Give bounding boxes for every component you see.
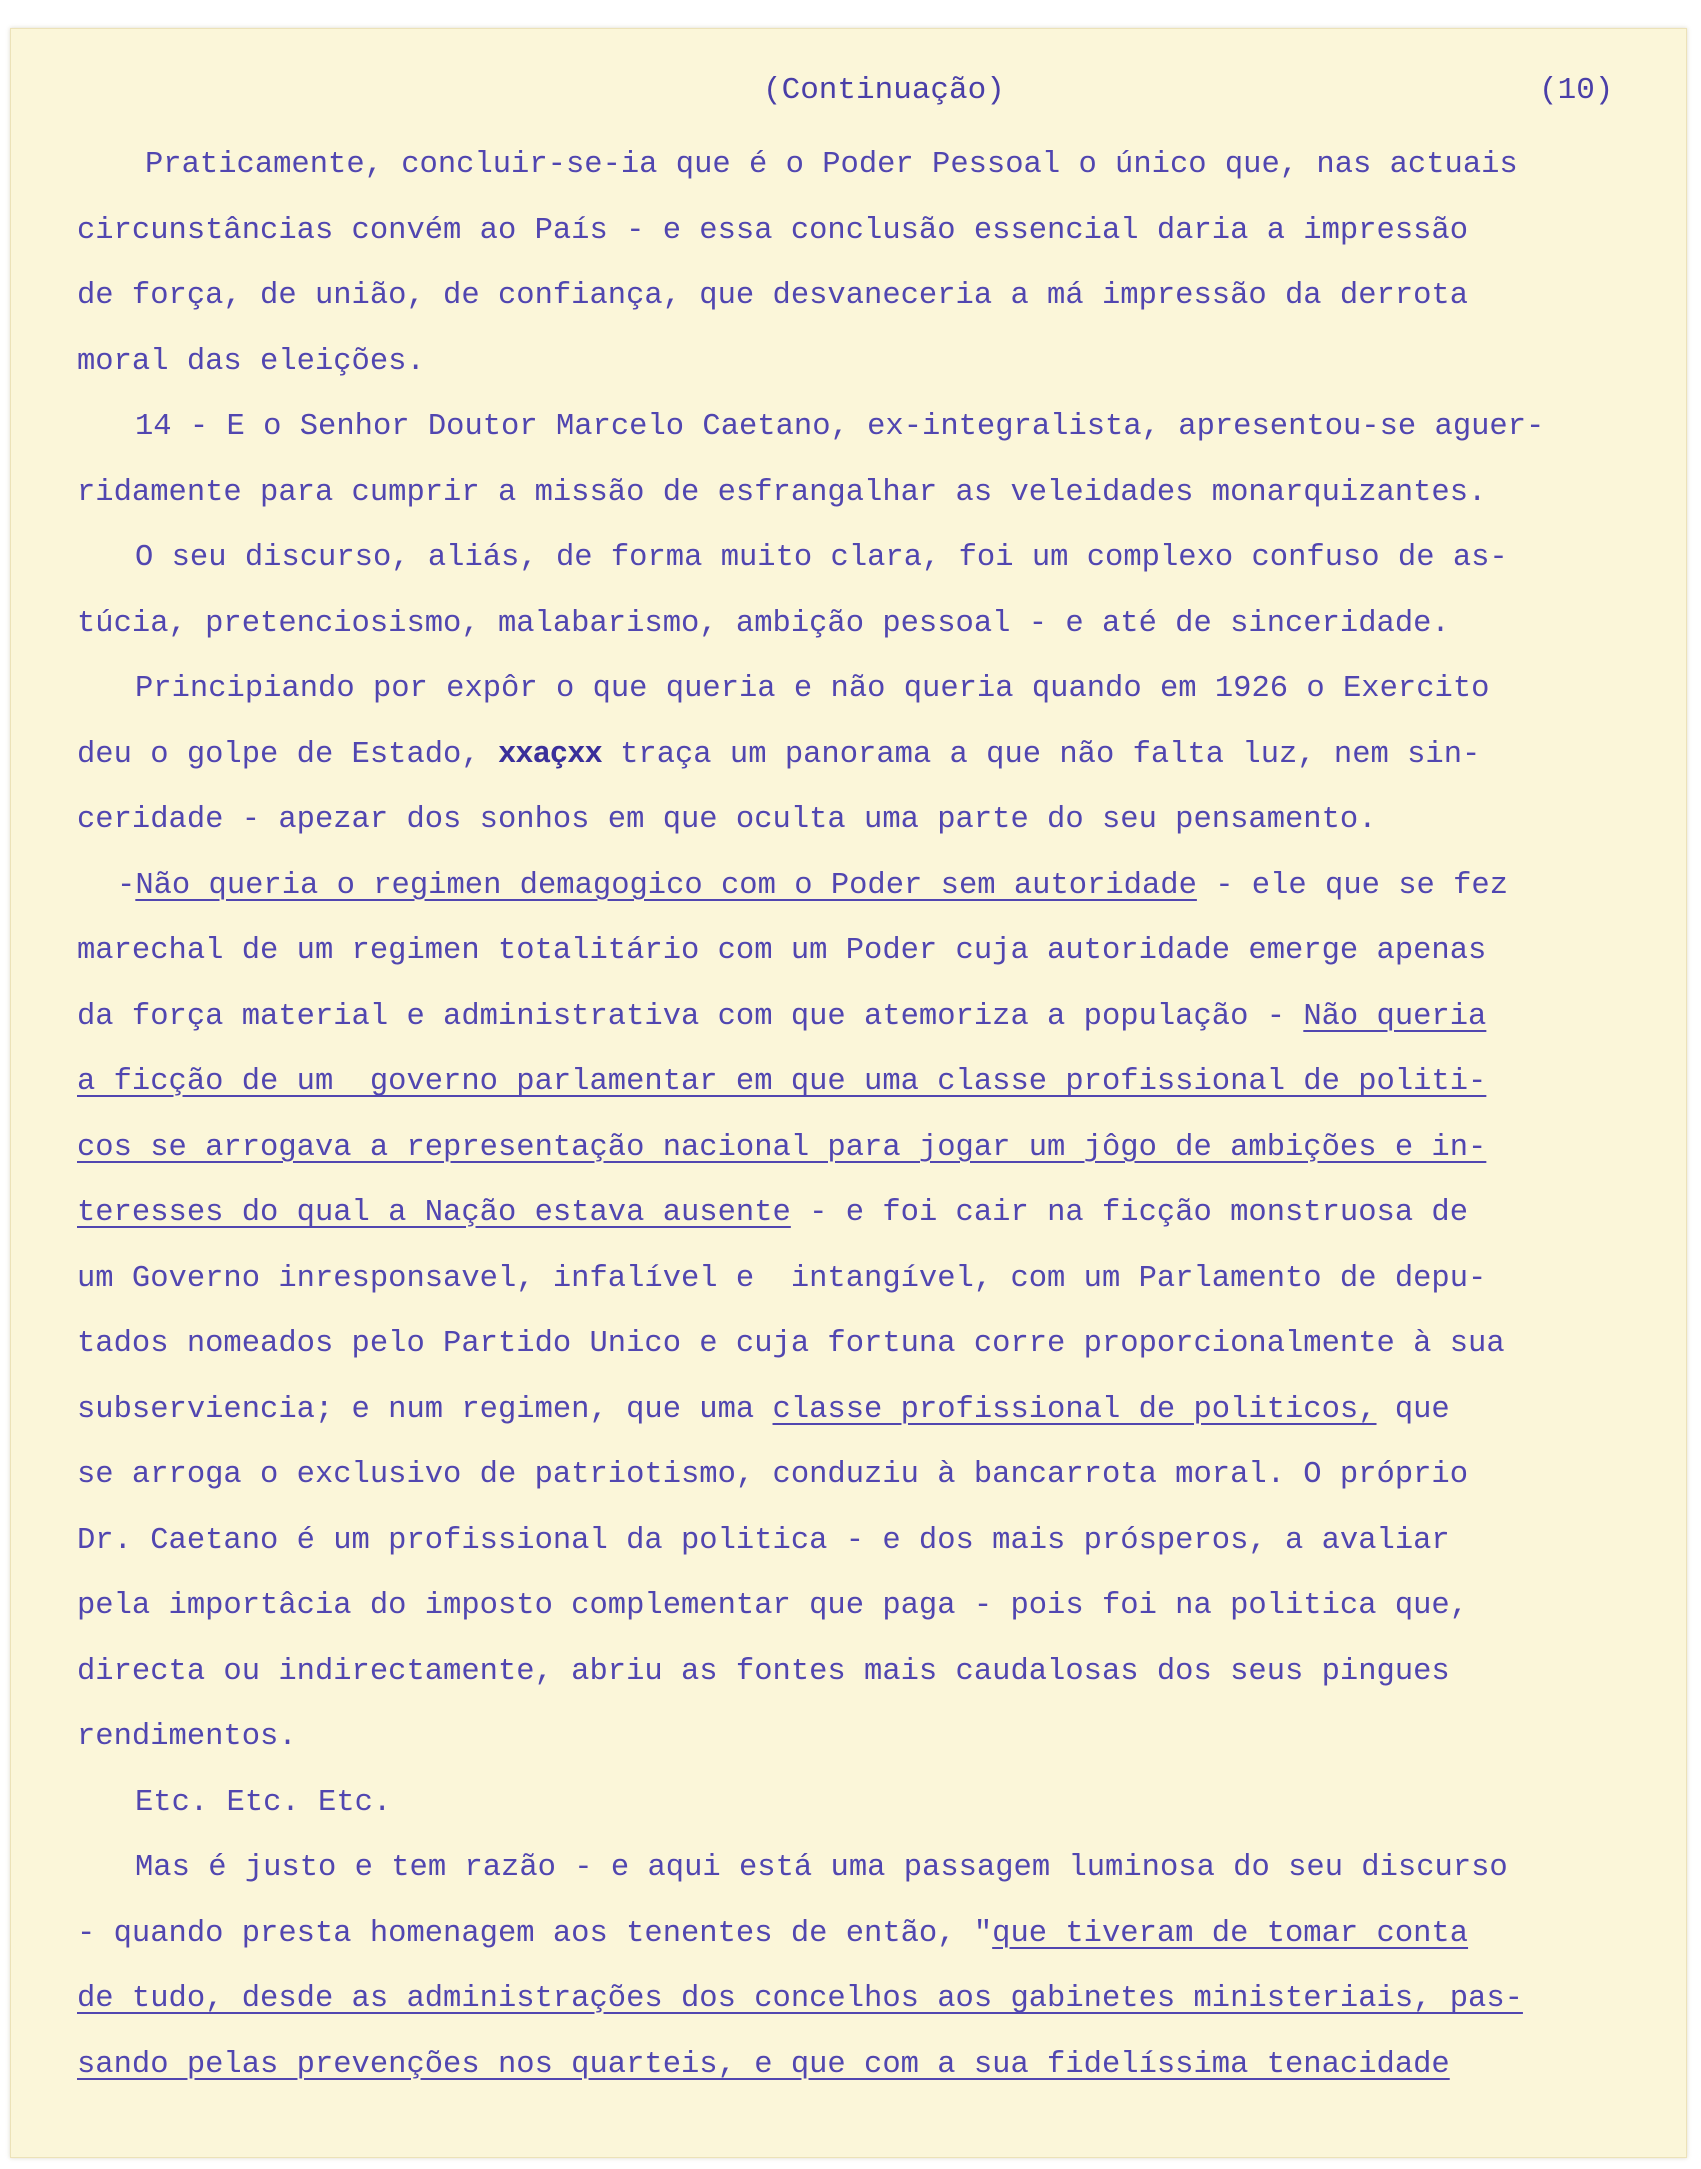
- underlined-text: Não queria o regimen demagogico com o Poder sem autoridade: [135, 868, 1197, 903]
- page-header: [11, 73, 1686, 123]
- text-line: [77, 2033, 1657, 2099]
- text-segment: um Governo inresponsavel, infalível e intangível, com um Parlamento de depu-: [77, 1261, 1487, 1296]
- text-segment: Praticamente, concluir-se-ia que é o Poder Pessoal o único que, nas actuais: [145, 148, 1518, 182]
- text-segment: Principiando por expôr o que queria e não queria quando em 1926 o Exercito: [135, 672, 1490, 706]
- text-line: [77, 461, 1657, 527]
- document-page: [10, 28, 1687, 2158]
- text-line: [77, 526, 1657, 592]
- text-line: [77, 723, 1657, 789]
- text-line: [77, 1378, 1657, 1444]
- text-segment: directa ou indirectamente, abriu as fontes mais caudalosas dos seus pingues: [77, 1654, 1450, 1689]
- page-number: (10): [1539, 73, 1614, 108]
- text-segment: Dr. Caetano é um profissional da politica - e dos mais prósperos, a avaliar: [77, 1523, 1450, 1558]
- text-segment: rendimentos.: [77, 1720, 297, 1754]
- text-line: [77, 199, 1657, 265]
- underlined-text: cos se arrogava a representação nacional para jogar um jôgo de ambições e in-: [77, 1130, 1487, 1165]
- text-segment: túcia, pretenciosismo, malabarismo, ambição pessoal - e até de sinceridade.: [77, 606, 1450, 641]
- text-segment: circunstâncias convém ao País - e essa conclusão essencial daria a impressão: [77, 213, 1469, 248]
- text-segment: que: [1376, 1392, 1450, 1427]
- text-segment: traça um panorama a que não falta luz, nem sin-: [601, 737, 1481, 772]
- underlined-text: classe profissional de politicos,: [772, 1392, 1377, 1427]
- text-line: [77, 1247, 1657, 1313]
- text-line: [77, 985, 1657, 1051]
- text-segment: - ele que se fez: [1196, 868, 1509, 903]
- text-line: [77, 1312, 1657, 1378]
- struck-text: xxaçxx: [497, 737, 602, 772]
- text-segment: O seu discurso, aliás, de forma muito clara, foi um complexo confuso de as-: [135, 541, 1508, 575]
- underlined-text: de tudo, desde as administrações dos concelhos aos gabinetes ministeriais, pas-: [77, 1982, 1523, 2016]
- text-line: [77, 854, 1657, 920]
- text-line: [77, 919, 1657, 985]
- header-title: (Continuação): [763, 73, 1005, 108]
- underlined-text: teresses do qual a Nação estava ausente: [77, 1196, 791, 1230]
- text-segment: ceridade - apezar dos sonhos em que oculta uma parte do seu pensamento.: [77, 803, 1377, 837]
- text-line: [77, 1116, 1657, 1182]
- text-line: [77, 592, 1657, 658]
- text-line: [77, 264, 1657, 330]
- text-line: [77, 1640, 1657, 1706]
- text-line: [77, 133, 1657, 199]
- text-line: [77, 1836, 1657, 1902]
- text-segment: 14 - E o Senhor Doutor Marcelo Caetano, ex-integralista, apresentou-se aguer-: [135, 410, 1545, 444]
- text-segment: da força material e administrativa com que atemoriza a população -: [77, 999, 1304, 1034]
- text-line: [77, 1443, 1657, 1509]
- underlined-text: a ficção de um governo parlamentar em que uma classe profissional de politi-: [77, 1065, 1487, 1099]
- text-segment: pela importâcia do imposto complementar que paga - pois foi na politica que,: [77, 1589, 1469, 1623]
- text-segment: ridamente para cumprir a missão de esfrangalhar as veleidades monarquizantes.: [77, 475, 1487, 510]
- text-segment: Etc. Etc. Etc.: [135, 1785, 392, 1820]
- text-segment: - e foi cair na ficção monstruosa de: [790, 1196, 1469, 1230]
- text-segment: -: [117, 868, 136, 903]
- text-line: [77, 330, 1657, 396]
- underlined-text: Não queria: [1303, 999, 1487, 1034]
- text-line: [77, 1967, 1657, 2033]
- text-segment: marechal de um regimen totalitário com um Poder cuja autoridade emerge apenas: [77, 934, 1487, 968]
- text-segment: tados nomeados pelo Partido Unico e cuja fortuna corre proporcionalmente à sua: [77, 1327, 1505, 1361]
- text-segment: se arroga o exclusivo de patriotismo, conduziu à bancarrota moral. O próprio: [77, 1458, 1469, 1492]
- text-segment: Mas é justo e tem razão - e aqui está uma passagem luminosa do seu discurso: [135, 1851, 1508, 1885]
- text-line: [77, 1181, 1657, 1247]
- underlined-text: que tiveram de tomar conta: [992, 1916, 1469, 1951]
- text-segment: subserviencia; e num regimen, que uma: [77, 1392, 773, 1427]
- typed-text-body: [77, 133, 1657, 2098]
- text-segment: de força, de união, de confiança, que desvaneceria a má impressão da derrota: [77, 279, 1469, 313]
- underlined-text: sando pelas prevenções nos quarteis, e que com a sua fidelíssima tenacidade: [77, 2047, 1450, 2082]
- text-line: [77, 395, 1657, 461]
- text-line: [77, 1705, 1657, 1771]
- text-segment: deu o golpe de Estado,: [77, 737, 498, 772]
- text-line: [77, 1771, 1657, 1837]
- text-line: [77, 1902, 1657, 1968]
- text-line: [77, 657, 1657, 723]
- text-segment: - quando presta homenagem aos tenentes de então, ": [77, 1916, 993, 1951]
- text-line: [77, 1050, 1657, 1116]
- text-line: [77, 788, 1657, 854]
- text-segment: moral das eleições.: [77, 344, 425, 379]
- text-line: [77, 1574, 1657, 1640]
- text-line: [77, 1509, 1657, 1575]
